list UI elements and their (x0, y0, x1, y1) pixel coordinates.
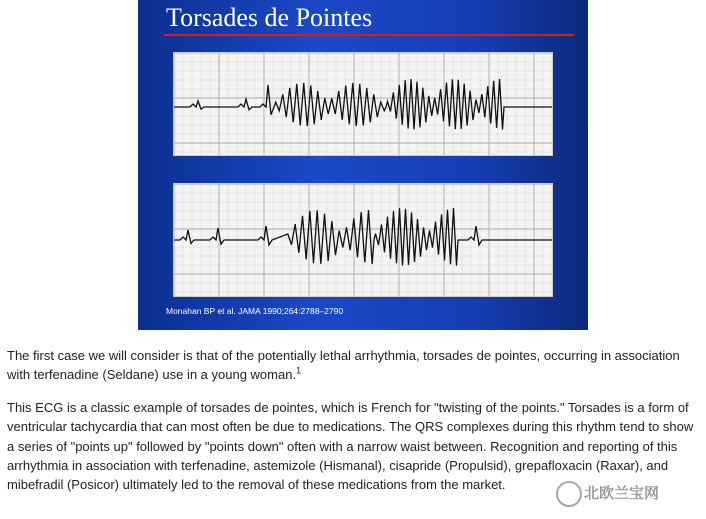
watermark (552, 479, 702, 509)
paragraph-description: This ECG is a classic example of torsades de pointes, which is French for "twisting of the points." Torsades is a form of ventricular tachycardia that can most often be due to medications. The QRS complexes during this rhythm tend to show a series of "points up" followed by "points down" often with a narrow waist between. Recognition and reporting of this arrhythmia in association with terfenadine, astemizole (Hismanal), cisapride (Propulsid), grepafloxacin (Raxar), and mibefradil (Posicor) ultimately led to the removal of these medications from the market. (7, 400, 694, 493)
ecg-strip-bottom (173, 183, 553, 297)
wechat-logo-icon (556, 481, 582, 507)
footnote-reference[interactable]: 1 (296, 365, 302, 376)
ecg-strip-top (173, 52, 553, 156)
title-underline (164, 34, 574, 36)
slide-citation: Monahan BP et al. JAMA 1990;264:2788–2790 (166, 306, 344, 316)
paragraph-intro-text: The first case we will consider is that of the potentially lethal arrhythmia, torsades de pointes, occurring in association with terfenadine (Seldane) use in a young woman. (7, 348, 680, 383)
watermark-text: 北欧兰宝网 (584, 485, 660, 502)
slide-title: Torsades de Pointes (166, 3, 373, 32)
ecg-slide-image (138, 0, 588, 330)
paragraph-intro (7, 346, 702, 385)
